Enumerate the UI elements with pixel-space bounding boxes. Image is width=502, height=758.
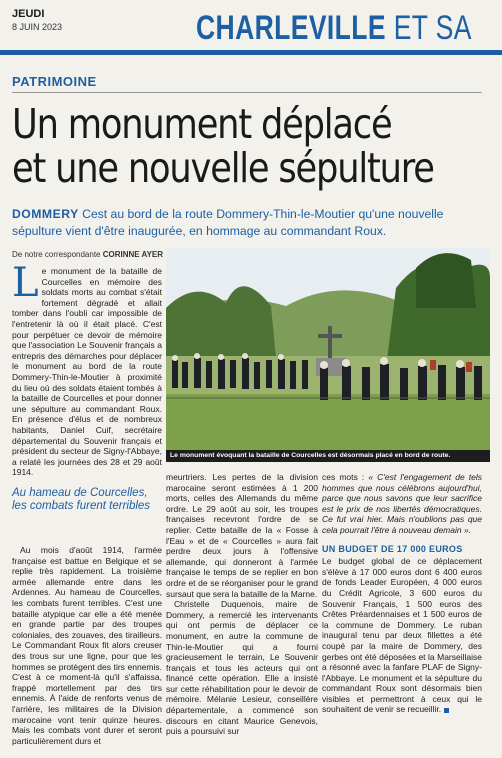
section-title-rest: ET SA <box>385 9 472 47</box>
issue-date: 8 JUIN 2023 <box>12 22 63 32</box>
headline <box>12 100 434 192</box>
issue-day: JEUDI <box>12 8 45 20</box>
quote: « C'est l'engagement de tels hommes que nous célébrons aujourd'hui, parce que nous savons que leur sacrifice est le prix de nos libertés démocratiques. Ce fut vrai hier. Mais n'oublions pas que cela pourrait l'être à nouveau demain ». <box>322 472 482 535</box>
masthead-rule <box>0 50 502 55</box>
article-paragraph: Au mois d'août 1914, l'armée française est battue en Belgique et se replie très rapidement. La troisième armée allemande entre dans les Ardennes. Au hameau de Courcelles, les combats furent terribles. C'est une bataille atypique car elle a été menée en grande partie par des troupes coloniales, des zouaves, des tirailleurs. Le Commandant Roux fit alors creuser des trous sur une ligne, pour que les hommes se protègent des tirs ennemis. C'est à ce moment-là qu'il s'affaissa, frappé mortellement par des tirs ennemis. À l'aide de renforts venus de l'arrière, les militaires de la Division marocaine vont tenir quinze heures. Mais les combats vont durer et seront particulièrement durs et <box>12 545 162 746</box>
article-paragraph <box>322 472 482 536</box>
budget-heading: UN BUDGET DE 17 000 EUROS <box>322 543 463 554</box>
article-column-1-bottom <box>12 545 162 746</box>
photo-caption-text: Le monument évoquant la bataille de Courcelles est désormais placé en bord de route. <box>170 452 451 459</box>
headline-line-2: et une nouvelle sépulture <box>12 144 434 192</box>
rubrique-divider <box>12 92 482 93</box>
rubrique-label: PATRIMOINE <box>12 74 97 89</box>
subheading: Au hameau de Courcelles, les combats furent terribles <box>12 487 151 512</box>
lede <box>12 206 482 240</box>
article-paragraph: meurtriers. Les pertes de la division marocaine seront estimées à 1 200 morts, celles des Allemands du même ordre. Le 29 août au soir, les troupes françaises recevront l'ordre de se replier. Cette bataille de la « Fosse à l'Eau » et de « Courcelles » aura fait perdre deux jours à l'offensive allemande, qui donneront à l'armée française le temps de se replier en bon ordre et de se réorganiser pour le grand sursaut que sera la bataille de la Marne. <box>166 472 318 599</box>
headline-line-1: Un monument déplacé <box>12 100 392 148</box>
quote-lead: ces mots : <box>322 472 369 482</box>
lede-text: Cest au bord de la route Dommery-Thin-le-Moutier qu'une nouvelle sépulture vient d'être inaugurée, en hommage au commandant Roux. <box>12 207 444 238</box>
photo-caption <box>166 450 490 462</box>
byline-author: CORINNE AYER <box>102 250 164 259</box>
article-column-1-top <box>12 260 162 478</box>
section-title <box>196 8 472 48</box>
byline-prefix: De notre correspondante <box>12 250 103 259</box>
lede-place: DOMMERY <box>12 207 79 221</box>
budget-paragraph: Le budget global de ce déplacement s'élève à 17 000 euros dont 6 400 euros de fonds Leader Européen, 4 000 euros du Crédit Agricole, 3 600 euros du Souvenir Français, 1 500 euros des Crêtes Préardennaises et 1 500 euros de la commune de Dommery. Le ruban inaugural tenu par deux fillettes a été coupé par la maire de Dommery, des gerbes ont été déposées et la Marseillaise a résonné avec la fanfare PLAF de Signy-l'Abbaye. Le monument et la sépulture du commandant Roux sont désormais bien visibles et permettront à ceux qui le souhaitent de venir se recueillir. <box>322 556 482 715</box>
drop-cap: L <box>12 260 39 306</box>
monument-photo <box>166 248 490 450</box>
article-column-2 <box>166 472 318 737</box>
article-paragraph: Christelle Duquenois, maire de Dommery, a remercié les intervenants qui ont permis de déplacer ce monument, en autre la commune de Thin-le-Moutier qui a fourni gracieusement le terrain, Le Souvenir français et tous les acteurs qui ont financé cette opération. Elle a insisté sur cette réhabilitation pour le devoir de mémoire. Mélanie Lesieur, conseillère départementale, a commencé son discours en citant Maurice Genevois, puis a poursuivi sur <box>166 599 318 737</box>
article-paragraph <box>322 556 482 715</box>
end-of-article-mark <box>444 708 449 713</box>
section-title-main: CHARLEVILLE <box>196 9 386 47</box>
article-column-3 <box>322 472 482 715</box>
article-paragraph: e monument de la bataille de Courcelles en mémoire des soldats morts au combat s'était fortement dégradé et allait tomber dans l'oubli car impossible de l'entretenir là où il était placé. C'est pour perpétuer ce devoir de mémoire que l'association Le Souvenir français a entrepris des démarches pour déplacer le monument au bord de la route Dommery-Thin-le-Moutier à proximité du lieu où des soldats étaient tombés à la bataille de Courcelles et pour donner une sépulture au commandant Roux. En présence d'élus et de nombreux habitants, Daniel Cuif, secrétaire départemental du Souvenir français et président du secteur de Signy-l'Abbaye, a relaté les journées des 28 et 29 août 1914. <box>12 266 162 478</box>
byline <box>12 250 163 259</box>
